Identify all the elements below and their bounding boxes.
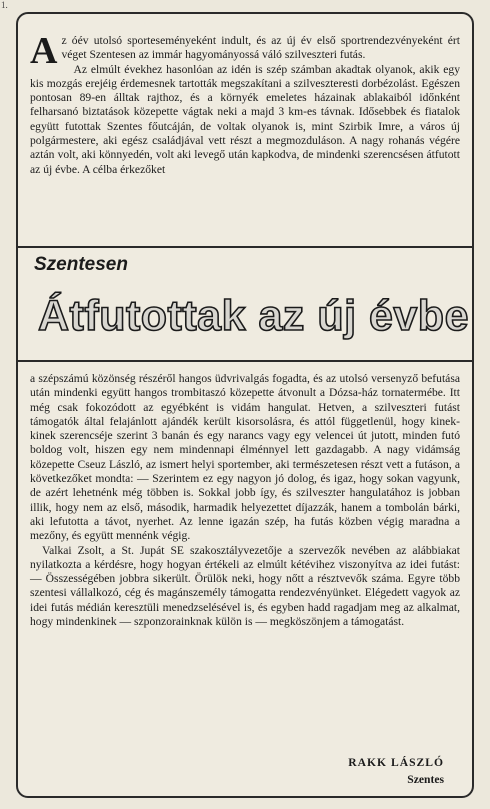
drop-cap: A [30,30,58,72]
intro-paragraph [30,30,460,72]
body-paragraph-1: Az elmúlt évekhez hasonlóan az idén is szép számban akadtak olyanok, akik egy kis mozgás erejéig érdemesnek tartották megszakítani a szilveszteresti dorbézolást. Egészen pontosan 89-en álltak rajthoz, és a környék emeletes házainak ablakaiból időnként felharsanó biztatások közepette vágtak neki a majd 3 km-es távnak. Idősebbek és fiatalok együtt futottak Szentes főutcáján, de voltak olyanok is, mint Szirbik Imre, a város új polgármestere, aki egész családjával vett részt a megmozduláson. A nagy rohanás végére aztán volt, aki könnyedén, volt aki levegő után kapkodva, de mindenki szerencsésen átfutott az új évbe. A célba érkezőket [30,62,460,176]
intro-text: z óév utolsó sporteseményeként indult, és az új év első sportrendezvényeként ért véget Szentesen az immár hagyományossá váló szilveszteri futás. [61,34,460,62]
kicker-label: Szentesen [34,254,128,275]
newspaper-clipping [16,12,474,798]
headline: Átfutottak az új évbe [38,292,469,340]
author-name: RAKK LÁSZLÓ [348,756,444,769]
divider-bottom [18,360,472,362]
author-place: Szentes [407,773,444,786]
body-paragraph-2: a szépszámú közönség részéről hangos üdvrivalgás fogadta, és az utolsó versenyző befutása után mindenki együtt hangos trombitaszó közepette átvonult a Dózsa-ház tornatermébe. Itt még csak fokozódott az egyébként is vidám hangulat. Hetven, a szilveszteri futást támogatók által felajánlott ajándék került kisorsolásra, és attól függetlenül, hogy kinek-kinek szerencséje szerint 3 banán és egy narancs vagy egy velencei út jutott, minden futó boldog volt, hiszen egy nem mindennapi élménnyel lett gazdagabb. A nagy vidámság közepette Cseuz László, az ismert helyi sportember, aki természetesen részt vett a futáson, a következőket mondta: — Szerintem ez egy nagyon jó dolog, és igaz, hogy sokan vagyunk, de azért lehetnénk még többen is. Sokkal jobb így, és szilveszter hangulatához is jobban illik, hogy nem az első, második, harmadik helyezettet díjazzák, hanem a tombolán bárki, aki lefutotta a távot, nyerhet. Az lenne igazán szép, ha futás közben végig maradna a mezőny, és együtt mennénk végig. [30,372,460,543]
page-marker: 1. [1,0,8,10]
divider-top [18,246,472,248]
article-body-block [30,372,460,629]
body-paragraph-3: Valkai Zsolt, a St. Jupát SE szakosztályvezetője a szervezők nevében az alábbiakat nyilatkozta a kérdésre, hogy hogyan értékeli az elmúlt kétévihez viszonyítva az idei futást: — Összességében jobbra sikerült. Örülök neki, hogy nőtt a résztvevők száma. Egyre több szentesi vállalkozó, cég és magánszemély támogatta rendezvényünket. Elégedett vagyok az idei futás médián keresztüli menedzselésével is, és egyben hadd ragadjam meg az alkalmat, hogy mindenkinek — szponzorainknak külön is — megköszönjem a támogatást. [30,543,460,629]
article-intro-block [30,30,460,177]
